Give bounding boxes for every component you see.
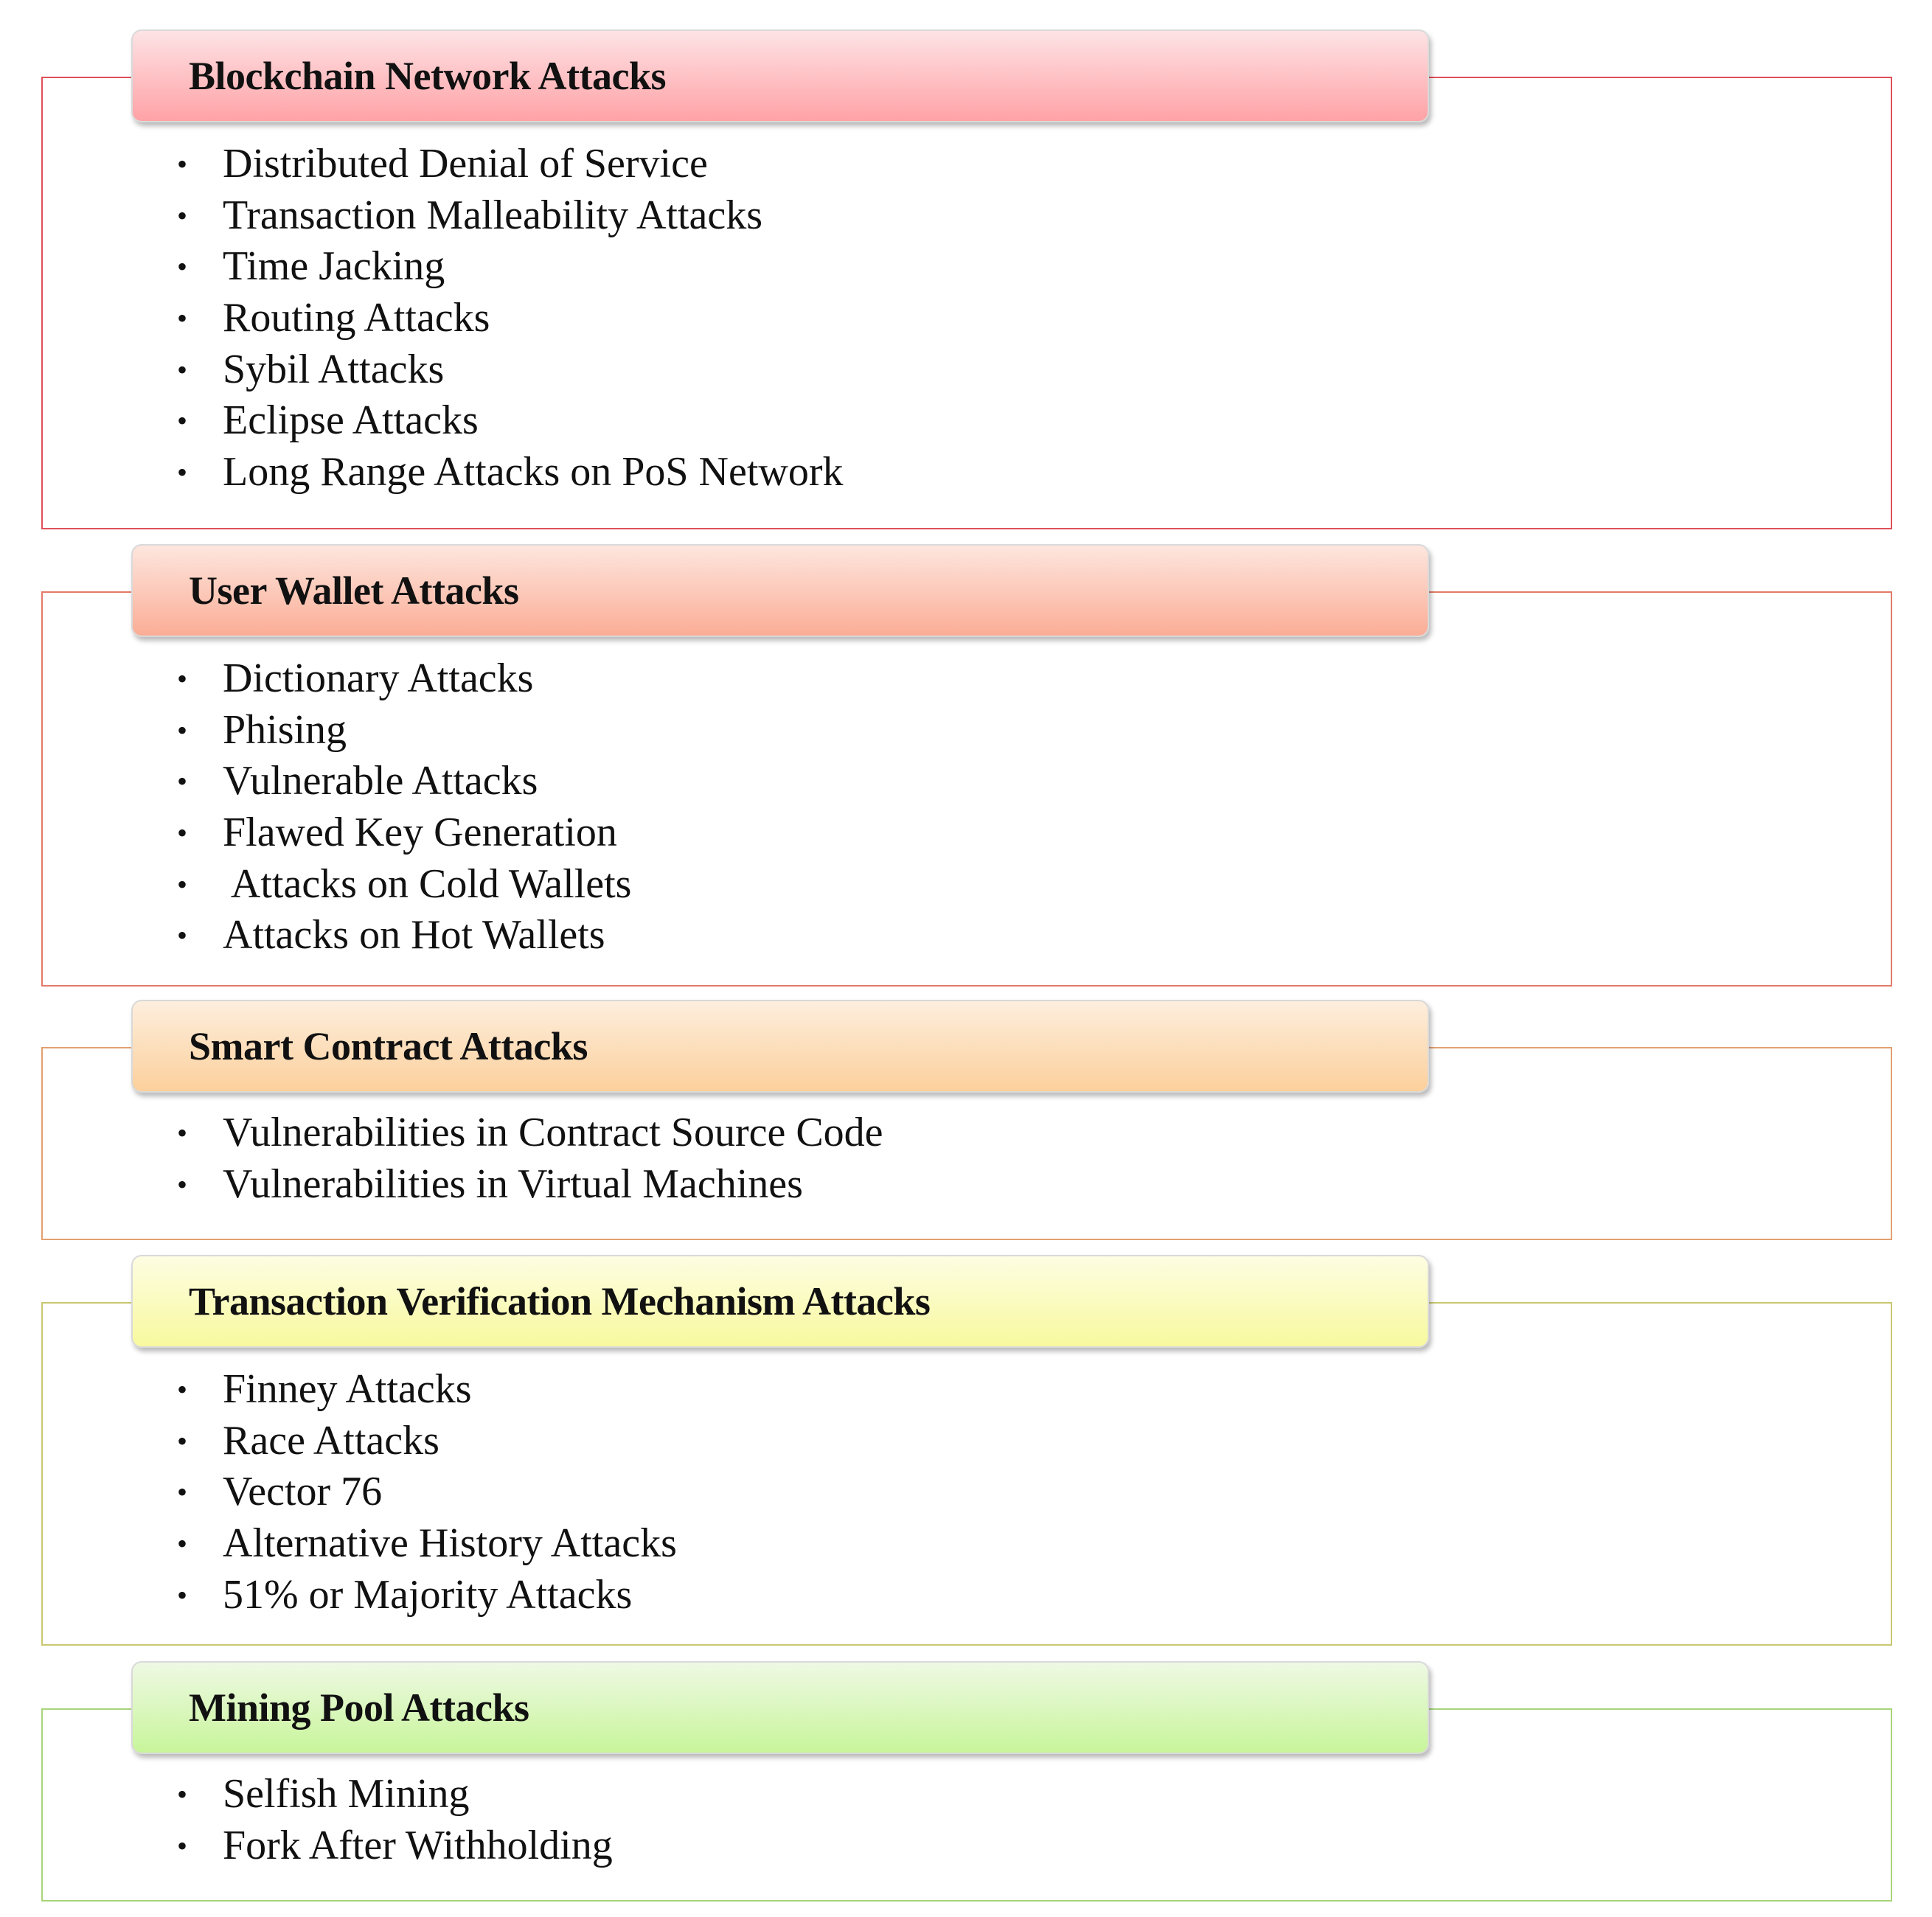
- attack-list: [177, 1364, 677, 1621]
- bullet-icon: •: [177, 302, 188, 335]
- attack-list: [177, 139, 843, 498]
- attack-item: [177, 1364, 677, 1416]
- attack-item-label: Phising: [223, 706, 347, 753]
- bullet-icon: •: [177, 867, 188, 901]
- bullet-icon: •: [177, 1373, 188, 1406]
- attack-item-label: Eclipse Attacks: [223, 397, 479, 444]
- category-header: [131, 29, 1429, 122]
- attack-item-label: Time Jacking: [223, 243, 445, 290]
- bullet-icon: •: [177, 1116, 188, 1149]
- category-header: [131, 1000, 1429, 1093]
- attack-item-label: Vulnerable Attacks: [223, 758, 538, 804]
- attack-item: [177, 1107, 883, 1159]
- category-header: [131, 544, 1429, 637]
- attack-item-label: Long Range Attacks on PoS Network: [223, 449, 844, 495]
- bullet-icon: •: [177, 713, 188, 747]
- attack-item: [177, 807, 631, 859]
- bullet-icon: •: [177, 1424, 188, 1458]
- attack-item: [177, 756, 631, 807]
- attack-item-label: Selfish Mining: [223, 1771, 470, 1817]
- attack-item-label: Flawed Key Generation: [223, 810, 617, 856]
- category-title: Mining Pool Attacks: [189, 1685, 529, 1730]
- attack-item-label: Vulnerabilities in Contract Source Code: [223, 1110, 883, 1155]
- attack-item: [177, 190, 843, 242]
- attack-item: [177, 1518, 677, 1570]
- attack-item: [177, 1467, 677, 1518]
- bullet-icon: •: [177, 919, 188, 953]
- category-title: Smart Contract Attacks: [189, 1024, 588, 1068]
- attack-item: [177, 653, 631, 705]
- attack-item-label: Attacks on Hot Wallets: [223, 912, 605, 958]
- attack-item: [177, 910, 631, 961]
- bullet-icon: •: [177, 1167, 188, 1201]
- bullet-icon: •: [177, 404, 188, 438]
- attack-item: [177, 293, 843, 344]
- bullet-icon: •: [177, 198, 188, 232]
- attack-item: [177, 705, 631, 756]
- attack-item-label: Dictionary Attacks: [223, 655, 534, 701]
- attack-item-label: Race Attacks: [223, 1417, 439, 1464]
- attack-item: [177, 1820, 613, 1872]
- attack-item-label: 51% or Majority Attacks: [223, 1571, 633, 1618]
- attack-item: [177, 139, 843, 190]
- bullet-icon: •: [177, 352, 188, 386]
- attack-item: [177, 241, 843, 293]
- attack-item: [177, 1159, 883, 1211]
- attack-item: [177, 1769, 613, 1820]
- attack-item-label: Attacks on Cold Wallets: [223, 860, 632, 907]
- attack-item-label: Vector 76: [223, 1469, 383, 1515]
- attack-item: [177, 447, 843, 498]
- bullet-icon: •: [177, 1778, 188, 1811]
- attack-item: [177, 1570, 677, 1621]
- bullet-icon: •: [177, 250, 188, 284]
- attack-item-label: Fork After Withholding: [223, 1822, 613, 1868]
- attack-item: [177, 395, 843, 447]
- bullet-icon: •: [177, 662, 188, 695]
- category-header: [131, 1255, 1429, 1348]
- bullet-icon: •: [177, 816, 188, 850]
- bullet-icon: •: [177, 1475, 188, 1509]
- attack-list: [177, 1769, 613, 1871]
- attack-item-label: Alternative History Attacks: [223, 1520, 677, 1567]
- bullet-icon: •: [177, 1527, 188, 1561]
- attack-item: [177, 1416, 677, 1467]
- attack-item-label: Vulnerabilities in Virtual Machines: [223, 1161, 803, 1207]
- bullet-icon: •: [177, 456, 188, 490]
- attack-list: [177, 653, 631, 961]
- attack-item: [177, 344, 843, 396]
- attack-item-label: Routing Attacks: [223, 295, 490, 341]
- attack-item-label: Transaction Malleability Attacks: [223, 192, 763, 238]
- attack-item-label: Sybil Attacks: [223, 346, 445, 392]
- attack-item-label: Distributed Denial of Service: [223, 141, 708, 187]
- attack-item: [177, 859, 631, 911]
- bullet-icon: •: [177, 1578, 188, 1612]
- bullet-icon: •: [177, 1829, 188, 1862]
- category-title: Transaction Verification Mechanism Attacks: [189, 1279, 931, 1323]
- category-title: User Wallet Attacks: [189, 568, 519, 613]
- bullet-icon: •: [177, 765, 188, 799]
- category-title: Blockchain Network Attacks: [189, 54, 666, 98]
- category-header: [131, 1661, 1429, 1754]
- attack-item-label: Finney Attacks: [223, 1366, 472, 1412]
- bullet-icon: •: [177, 147, 188, 181]
- attack-list: [177, 1107, 883, 1210]
